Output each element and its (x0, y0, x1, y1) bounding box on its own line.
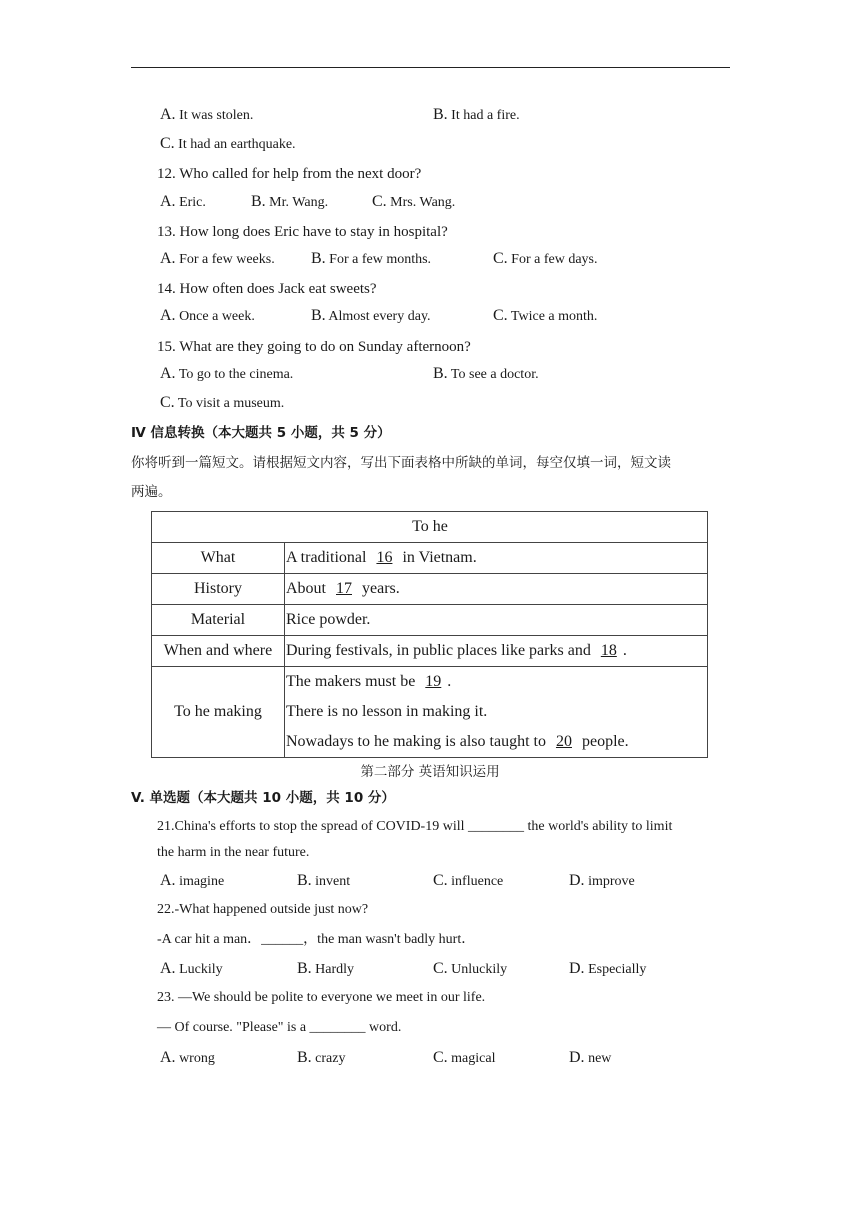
q22-option-c[interactable]: C. Unluckily (433, 960, 508, 977)
q22-option-d[interactable]: D. Especially (569, 960, 647, 977)
row-value-history: About 17 years. (285, 574, 708, 605)
making-line-3: Nowadays to he making is also taught to 20 people. (286, 733, 629, 750)
q22-option-b[interactable]: B. Hardly (297, 960, 355, 977)
blank-16[interactable]: 16 (376, 549, 393, 566)
blank-20[interactable]: 20 (555, 733, 572, 750)
q11-option-a[interactable]: A. It was stolen. (160, 106, 254, 123)
row-label-material: Material (152, 605, 285, 636)
q12-question: 12. Who called for help from the next door? (157, 166, 422, 182)
section4-instruction-line2: 两遍。 (131, 484, 172, 500)
q21-option-c[interactable]: C. influence (433, 872, 504, 889)
table-row (152, 512, 708, 543)
blank-19[interactable]: 19 (425, 673, 442, 690)
row-value-when-where: During festivals, in public places like parks and 18 . (285, 636, 708, 667)
q12-option-b[interactable]: B. Mr. Wang. (251, 193, 329, 210)
q21-option-a[interactable]: A. imagine (160, 872, 225, 889)
q11-option-c[interactable]: C. It had an earthquake. (160, 135, 296, 152)
row-value-material: Rice powder. (285, 605, 708, 636)
row-label-what: What (152, 543, 285, 574)
q22-line2: -A car hit a man．______，the man wasn't badly hurt． (157, 932, 476, 947)
table-row (152, 543, 708, 574)
q14-option-a[interactable]: A. Once a week. (160, 307, 255, 324)
row-value-making (285, 667, 708, 758)
q21-line1: 21.China's efforts to stop the spread of COVID-19 will ________ the world's ability to limit (157, 819, 673, 834)
q15-option-c[interactable]: C. To visit a museum. (160, 394, 285, 411)
blank-17[interactable]: 17 (336, 580, 352, 597)
q14-question: 14. How often does Jack eat sweets? (157, 281, 377, 297)
part2-title: 第二部分 英语知识运用 (360, 764, 500, 780)
q23-line1: 23. —We should be polite to everyone we meet in our life. (157, 990, 486, 1005)
row-label-when-where: When and where (152, 636, 285, 667)
q12-option-c[interactable]: C. Mrs. Wang. (372, 193, 456, 210)
row-label-history: History (152, 574, 285, 605)
q12-option-a[interactable]: A. Eric. (160, 193, 206, 210)
q11-option-b[interactable]: B. It had a fire. (433, 106, 520, 123)
q15-option-a[interactable]: A. To go to the cinema. (160, 365, 294, 382)
making-line-1: The makers must be 19 . (286, 673, 452, 690)
section4-heading: Ⅳ 信息转换（本大题共 5 小题，共 5 分） (131, 425, 391, 441)
q13-question: 13. How long does Eric have to stay in hospital? (157, 224, 448, 240)
section4-instruction-line1: 你将听到一篇短文。请根据短文内容，写出下面表格中所缺的单词，每空仅填一词，短文读 (131, 455, 671, 471)
row-label-making: To he making (152, 667, 285, 758)
q21-line2: the harm in the near future. (157, 845, 310, 860)
q23-option-b[interactable]: B. crazy (297, 1049, 346, 1066)
table-row (152, 667, 708, 758)
q14-option-c[interactable]: C. Twice a month. (493, 307, 598, 324)
q23-option-c[interactable]: C. magical (433, 1049, 496, 1066)
blank-18[interactable]: 18 (600, 642, 617, 659)
table-row (152, 605, 708, 636)
q15-question: 15. What are they going to do on Sunday afternoon? (157, 339, 471, 355)
q22-option-a[interactable]: A. Luckily (160, 960, 223, 977)
q23-line2: — Of course. "Please" is a ________ word. (157, 1020, 402, 1035)
section5-heading: V. 单选题（本大题共 10 小题，共 10 分） (131, 790, 395, 806)
row-value-what: A traditional 16 in Vietnam. (285, 543, 708, 574)
q21-option-b[interactable]: B. invent (297, 872, 351, 889)
info-table (151, 511, 708, 758)
q22-line1: 22.-What happened outside just now? (157, 902, 369, 917)
table-row (152, 574, 708, 605)
q23-option-a[interactable]: A. wrong (160, 1049, 215, 1066)
q23-option-d[interactable]: D. new (569, 1049, 612, 1066)
q15-option-b[interactable]: B. To see a doctor. (433, 365, 539, 382)
q21-option-d[interactable]: D. improve (569, 872, 635, 889)
table-row (152, 636, 708, 667)
table-title: To he (152, 512, 708, 543)
q13-option-b[interactable]: B. For a few months. (311, 250, 432, 267)
q13-option-a[interactable]: A. For a few weeks. (160, 250, 275, 267)
q13-option-c[interactable]: C. For a few days. (493, 250, 598, 267)
q14-option-b[interactable]: B. Almost every day. (311, 307, 431, 324)
making-line-2: There is no lesson in making it. (286, 703, 488, 720)
header-rule (131, 67, 730, 68)
